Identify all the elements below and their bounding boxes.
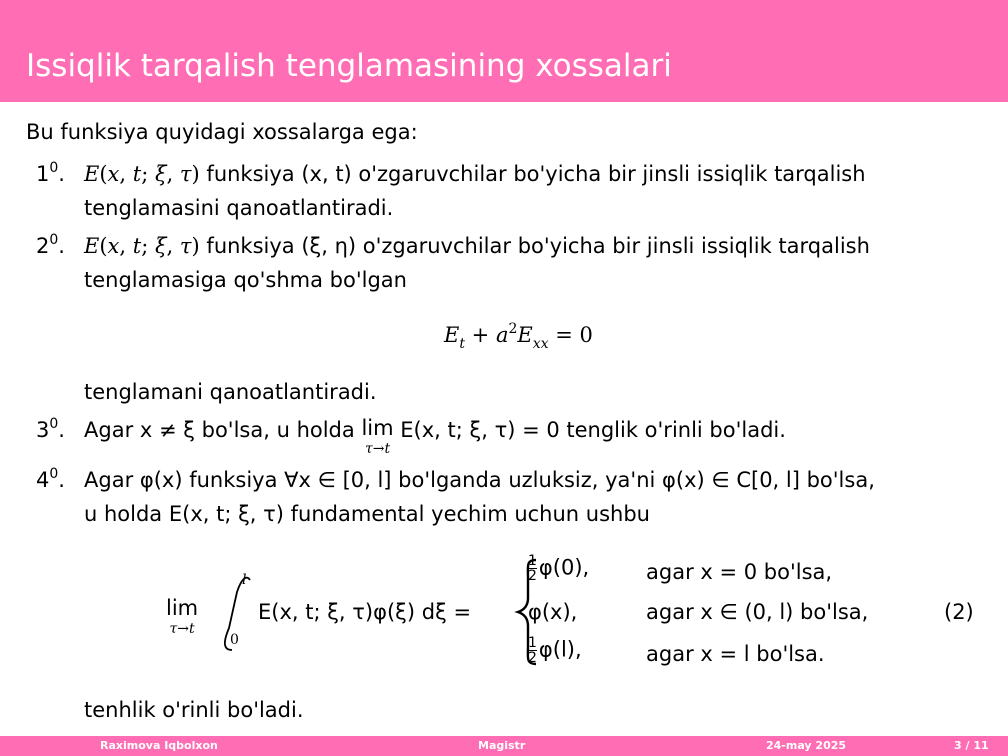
case-condition: agar x = l bo'lsa. <box>646 642 825 666</box>
item-number: $4^0$. <box>36 466 65 492</box>
limit-operator: lim τ→t <box>361 416 394 457</box>
item-2-line-1: E(x, t; ξ, τ) funksiya (ξ, η) o'zgaruvchilar bo'yicha bir jinsli issiqlik tarqalish <box>84 234 870 258</box>
item-number: $2^0$. <box>36 232 65 258</box>
cases-block <box>528 554 908 672</box>
item-1-line-2: tenglamasini qanoatlantiradi. <box>84 196 394 220</box>
fraction-one-half: $\frac{1}{2}$ <box>528 635 537 666</box>
integral-lower-limit: 0 <box>230 632 239 648</box>
case-condition: agar x = 0 bo'lsa, <box>646 560 833 584</box>
item-number: $1^0$. <box>36 160 65 186</box>
item-4-line-2: u holda E(x, t; ξ, τ) fundamental yechim uchun ushbu <box>84 502 650 526</box>
footer-date: 24-may 2025 <box>766 739 847 752</box>
case-condition: agar x ∈ (0, l) bo'lsa, <box>646 600 869 624</box>
formula-limit: lim τ→t <box>166 596 199 637</box>
footer-degree: Magistr <box>478 739 526 752</box>
closing-text: tenhlik o'rinli bo'ladi. <box>84 698 304 722</box>
case-row: φ(x), <box>528 600 578 624</box>
integrand: E(x, t; ξ, τ)φ(ξ) dξ = <box>258 600 472 624</box>
item-1-line-1: E(x, t; ξ, τ) funksiya (x, t) o'zgaruvchilar bo'yicha bir jinsli issiqlik tarqalish <box>84 162 866 186</box>
item-4-line-1: Agar φ(x) funksiya ∀x ∈ [0, l] bo'lganda uzluksiz, ya'ni φ(x) ∈ C[0, l] bo'lsa, <box>84 468 875 492</box>
item-2-line-2: tenglamasiga qo'shma bo'lgan <box>84 268 407 292</box>
case-row: $\frac{1}{2}$ φ(l), <box>528 635 582 666</box>
slide-title: Issiqlik tarqalish tenglamasining xossalari <box>26 48 672 84</box>
item-number: $3^0$. <box>36 416 65 442</box>
footer-bar <box>0 736 1008 756</box>
equation-tag: (2) <box>944 600 974 624</box>
integral-upper-limit: l <box>242 572 247 588</box>
footer-page-number: 3 / 11 <box>954 739 989 752</box>
display-equation: $E_t + a^2E_{xx} = 0$ <box>444 321 593 352</box>
intro-text: Bu funksiya quyidagi xossalarga ega: <box>26 120 418 144</box>
footer-author: Raximova Iqbolxon <box>100 739 218 752</box>
case-row: $\frac{1}{2}$ φ(0), <box>528 553 590 584</box>
fraction-one-half: $\frac{1}{2}$ <box>528 553 537 584</box>
item-2-after: tenglamani qanoatlantiradi. <box>84 380 377 404</box>
item-3-line: Agar x ≠ ξ bo'lsa, u holda lim τ→t E(x, t; ξ, τ) = 0 tenglik o'rinli bo'ladi. <box>84 416 786 457</box>
